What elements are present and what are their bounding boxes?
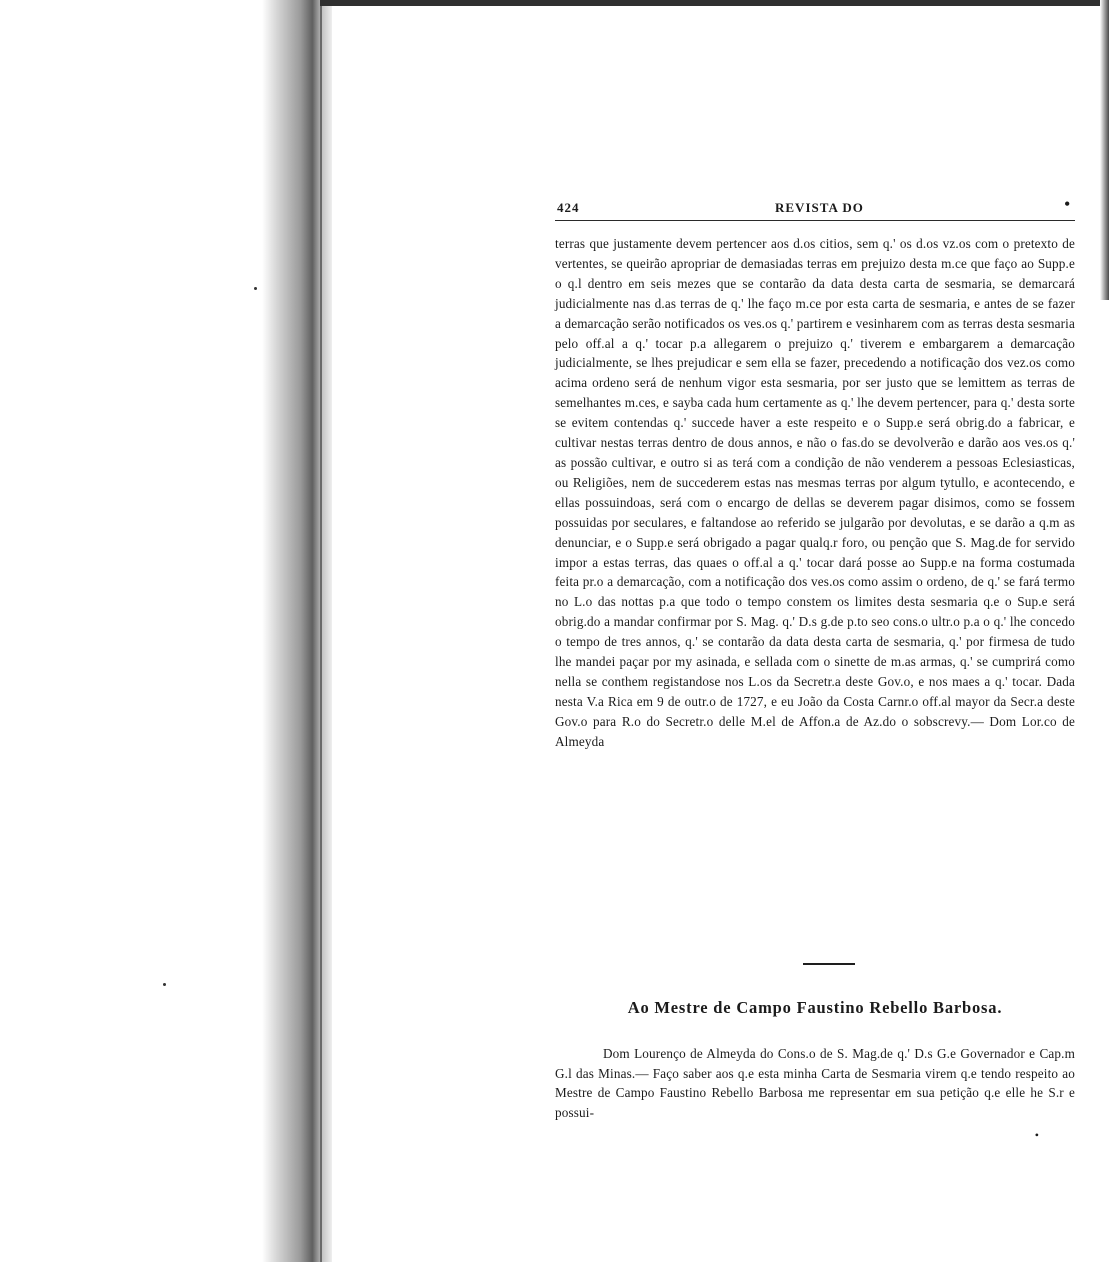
section-divider [803, 963, 855, 965]
scan-speck [254, 287, 257, 290]
running-head [555, 196, 1075, 218]
page-right-edge-shadow [1100, 0, 1109, 300]
running-head-title: REVISTA DO [775, 200, 864, 215]
page-number: 424 [557, 200, 580, 215]
section-heading: Ao Mestre de Campo Faustino Rebello Barbosa. [627, 998, 1003, 1017]
scan-speck [163, 983, 166, 986]
body-paragraph: terras que justamente devem pertencer aos d.os citios, sem q.' os d.os vz.os com o pretexto de vertentes, se queirão apropriar de demasiadas terras em prejuizo desta m.ce que faço ao Supp.e o q.l dentro em seis mezes que se contarão da data desta carta de sesmaria, se demarcará judicialmente nas d.as terras de q.' lhe faço m.ce por esta carta de sesmaria, e antes de se fazer a demarcação serão notificados os ves.os q.' partirem e vesinharem com as terras desta sesmaria pelo off.al a q.' tocar p.a allegarem o prejuizo q.' tiverem e embargarem a demarcação judicialmente, se lhes prejudicar e sem ella se fazer, precedendo a notificação dos vez.os como acima ordeno será de nenhum vigor esta sesmaria, por ser justo que se lemittem as terras de semelhantes m.ces, e sayba cada hum certamente as q.' lhe devem pertencer, para q.' desta sorte se evitem contendas q.' succede haver a este respeito e o Supp.e será obrig.do a fabricar, e cultivar nestas terras dentro de dous annos, e não o fas.do se devolverão e darão aos ves.os q.' as possão cultivar, e outro si as terá com a condição de não venderem a pessoas Eclesiasticas, ou Religiões, nem de succederem estas nas mesmas terras por algum tytullo, e acontecendo, e ellas possuindoas, será com o encargo de dellas se deverem pagar disimos, como se fossem possuidas por seculares, e faltandose ao referido se julgarão por devolutas, e se darão a q.m as denunciar, e o Supp.e será obrigado a pagar qualq.r foro, ou penção que S. Mag.de for servido impor a estas terras, das quaes o off.al a q.' tocar dará posse ao Supp.e na forma costumada feita pr.o a demarcação, com a notificação dos ves.os como assim o ordeno, de q.' se fará termo no L.o das nottas p.a que todo o tempo constem os limites desta sesmaria q.e o Sup.e será obrig.do a mandar confirmar por S. Mag. q.' D.s g.de p.to seo cons.o ultr.o p.a o q.' lhe concedo o tempo de tres annos, q.' se contarão da data desta carta de sesmaria, q.' por firmesa de tudo lhe mandei paçar por my asinada, e sellada com o sinette de m.as armas, q.' se cumprirá como nella se conthem registandose nos L.os da Secretr.a deste Gov.o, e nos maes a q.' tocar. Dada nesta V.a Rica em 9 de outr.o de 1727, e eu João da Costa Carnr.o off.al mayor da Secr.a deste Gov.o para R.o do Secretr.o delle M.el de Affon.a de Az.do o sobscrevy.— Dom Lor.co de Almeyda [555, 236, 1075, 749]
page-end-mark: • [1034, 1128, 1039, 1142]
header-rule [555, 220, 1075, 221]
book-gutter-line [320, 0, 322, 1262]
page-top-edge [320, 0, 1109, 6]
section-paragraph: Dom Lourenço de Almeyda do Cons.o de S. Mag.de q.' D.s G.e Governador e Cap.m G.l das Minas.— Faço saber aos q.e esta minha Carta de Sesmaria virem q.e tendo respeito ao Mestre de Campo Faustino Rebello Barbosa me representar em sua petição q.e elle he S.r e possui- [555, 1046, 1075, 1120]
running-head-mark: • [1064, 196, 1071, 213]
